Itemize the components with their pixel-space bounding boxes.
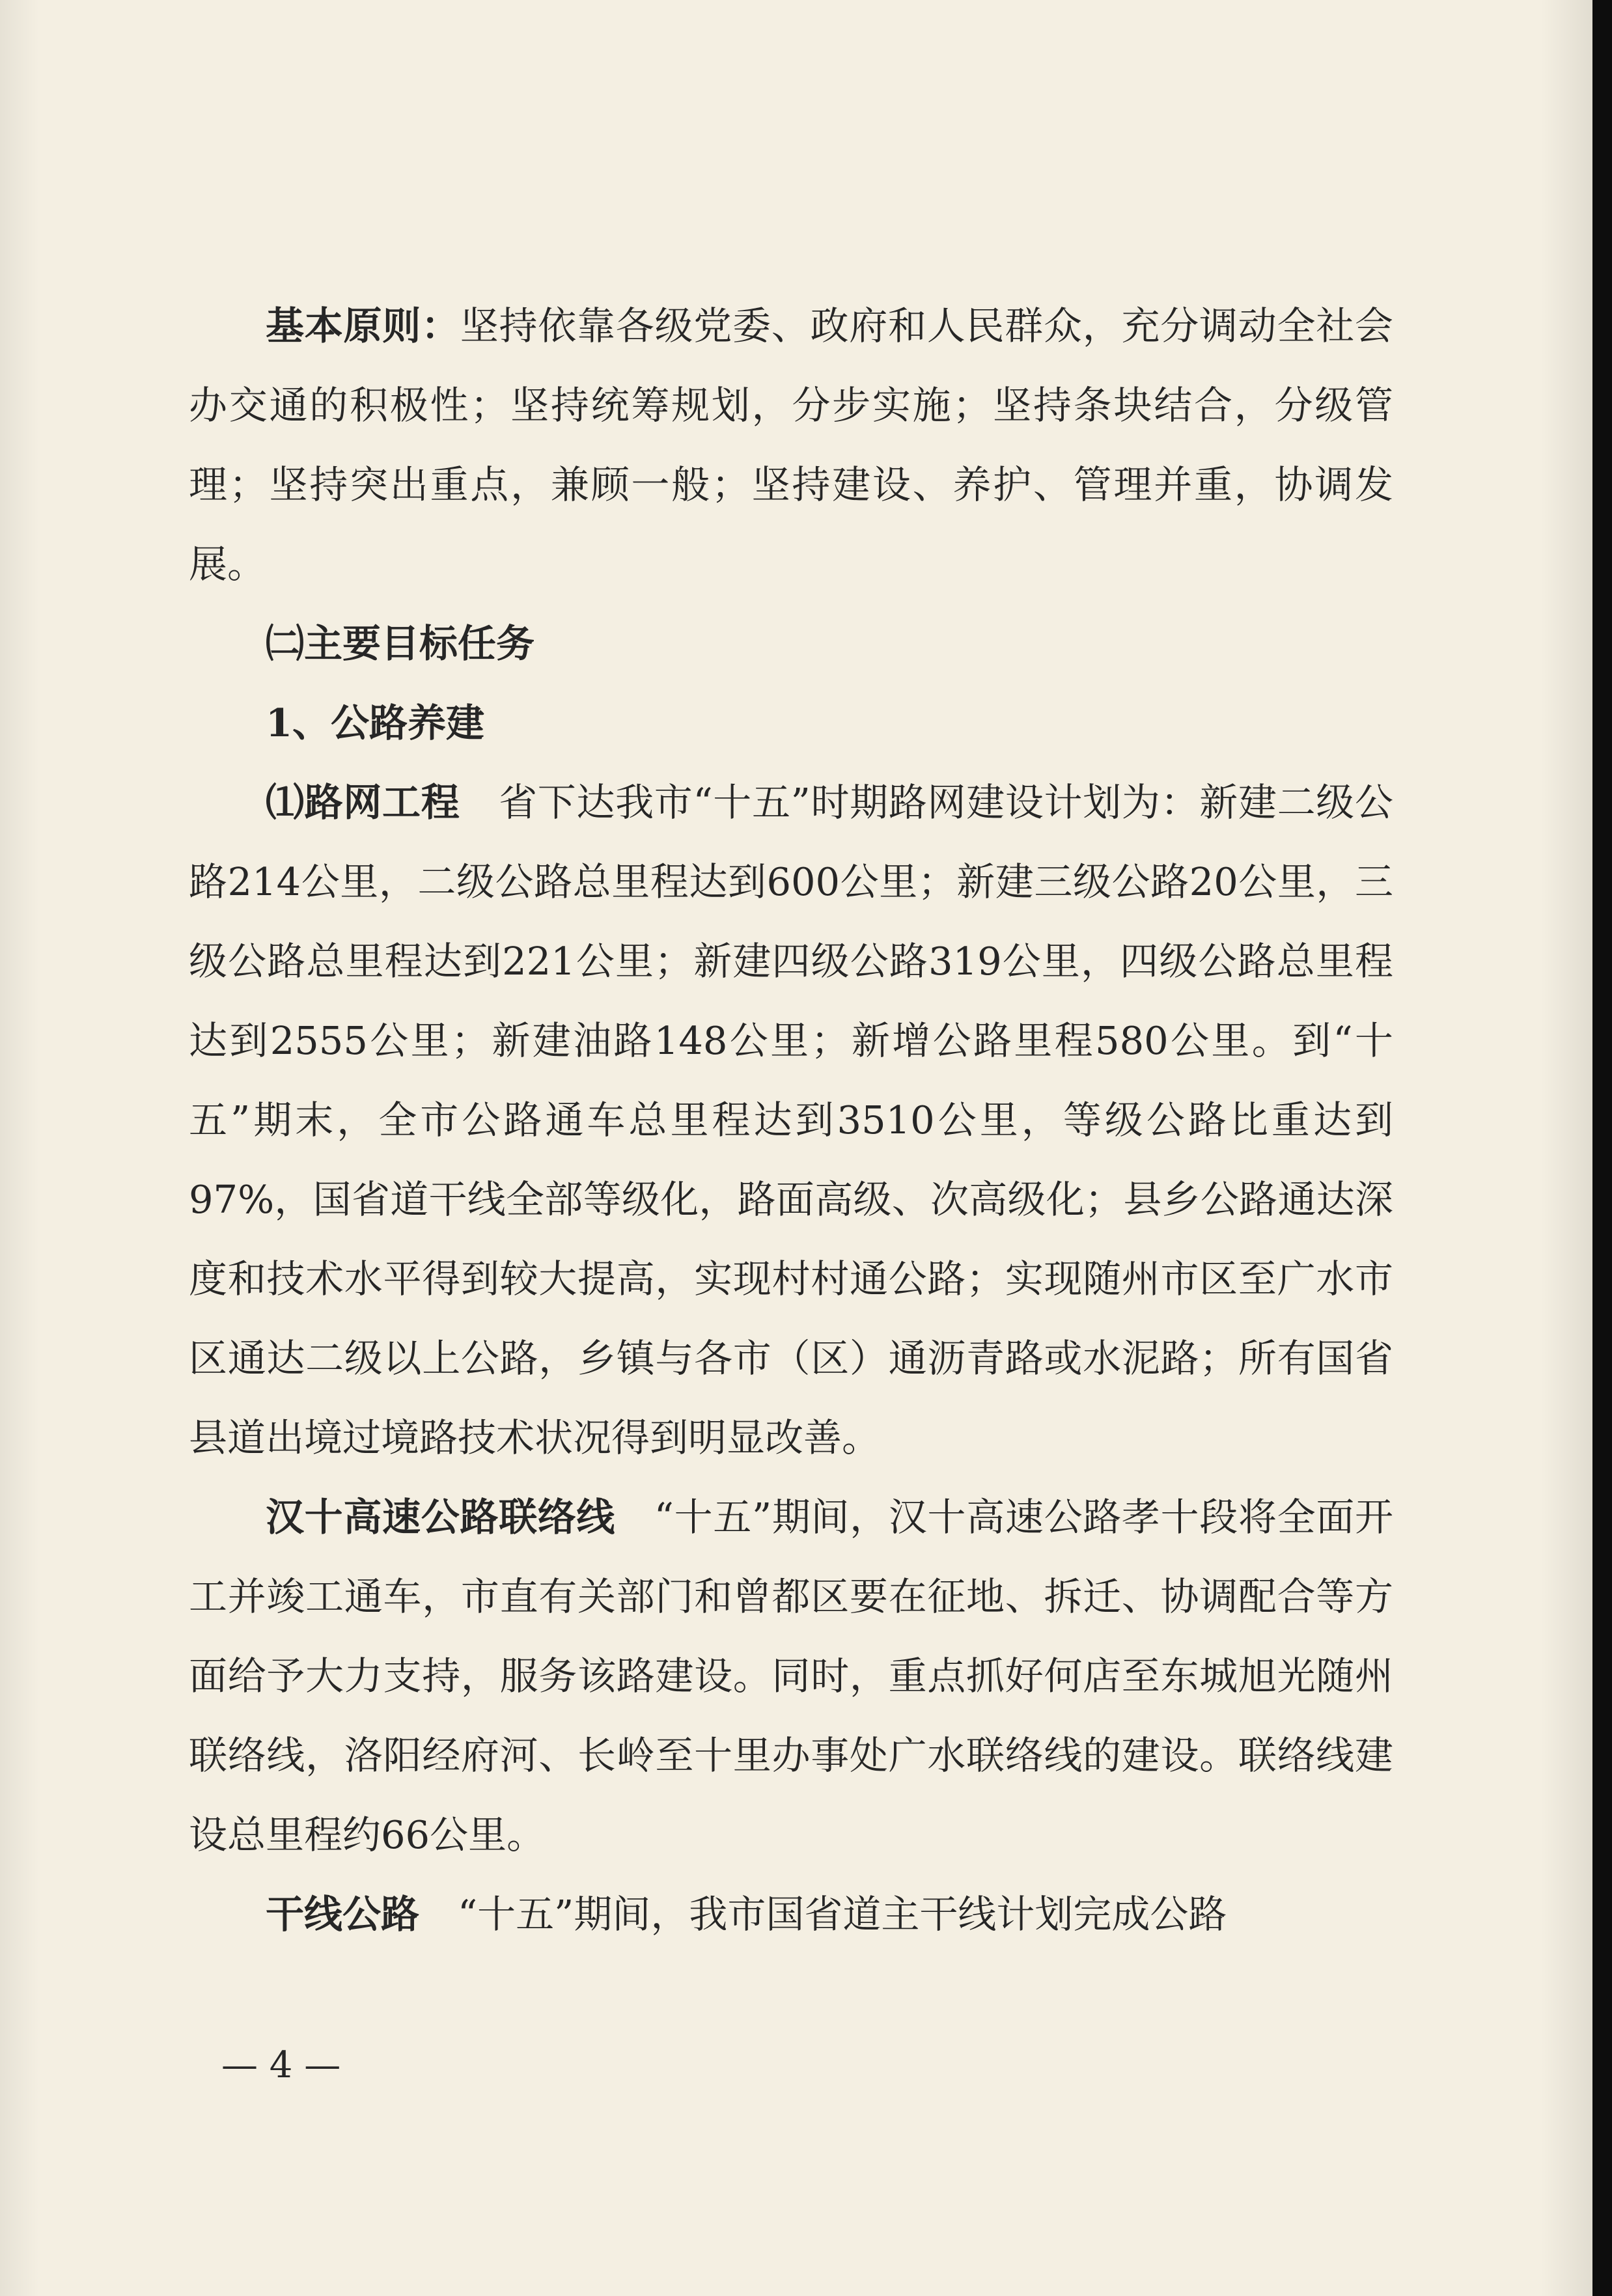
paragraph-road-maintenance xyxy=(189,684,1393,763)
paragraph-text: 坚持依靠各级党委、政府和人民群众，充分调动全社会办交通的积极性；坚持统筹规划，分步实施；坚持条块结合，分级管理；坚持突出重点，兼顾一般；坚持建设、养护、管理并重，协调发展。 xyxy=(189,303,1393,587)
paragraph-text: 省下达我市“十五”时期路网建设计划为：新建二级公路214公里，二级公路总里程达到600公里；新建三级公路20公里，三级公路总里程达到221公里；新建四级公路319公里，四级公路总里程达到2555公里；新建油路148公里；新增公路里程580公里。到“十五”期末，全市公路通车总里程达到3510公里，等级公路比重达到97%，国省道干线全部等级化，路面高级、次高级化；县乡公路通达深度和技术水平得到较大提高，实现村村通公路；实现随州市区至广水市区通达二级以上公路，乡镇与各市（区）通沥青路或水泥路；所有国省县道出境过境路技术状况得到明显改善。 xyxy=(189,780,1393,1460)
paragraph-heading: ⑴路网工程 xyxy=(266,780,460,825)
paragraph-text: “十五”期间，汉十高速公路孝十段将全面开工并竣工通车，市直有关部门和曾都区要在征地、拆迁、协调配合等方面给予大力支持，服务该路建设。同时，重点抓好何店至东城旭光随州联络线，洛阳经府河、长岭至十里办事处广水联络线的建设。联络线建设总里程约66公里。 xyxy=(189,1495,1393,1857)
paragraph-heading: 汉十高速公路联络线 xyxy=(266,1495,616,1540)
paragraph-expressway-link xyxy=(189,1478,1393,1875)
paragraph-heading: 干线公路 xyxy=(266,1892,420,1937)
page-number: — 4 — xyxy=(221,2044,341,2086)
paragraph-text: “十五”期间，我市国省道主干线计划完成公路 xyxy=(419,1892,1227,1937)
document-body xyxy=(189,286,1393,1954)
paragraph-heading: 基本原则： xyxy=(266,303,460,348)
scan-edge xyxy=(1592,0,1612,2296)
subsection-heading: 1、公路养建 xyxy=(266,700,485,745)
paragraph-trunk-roads xyxy=(189,1875,1393,1954)
paragraph-main-goals xyxy=(189,604,1393,684)
section-heading: ㈡主要目标任务 xyxy=(266,621,535,666)
paragraph-basic-principles xyxy=(189,286,1393,604)
paragraph-road-network xyxy=(189,763,1393,1478)
